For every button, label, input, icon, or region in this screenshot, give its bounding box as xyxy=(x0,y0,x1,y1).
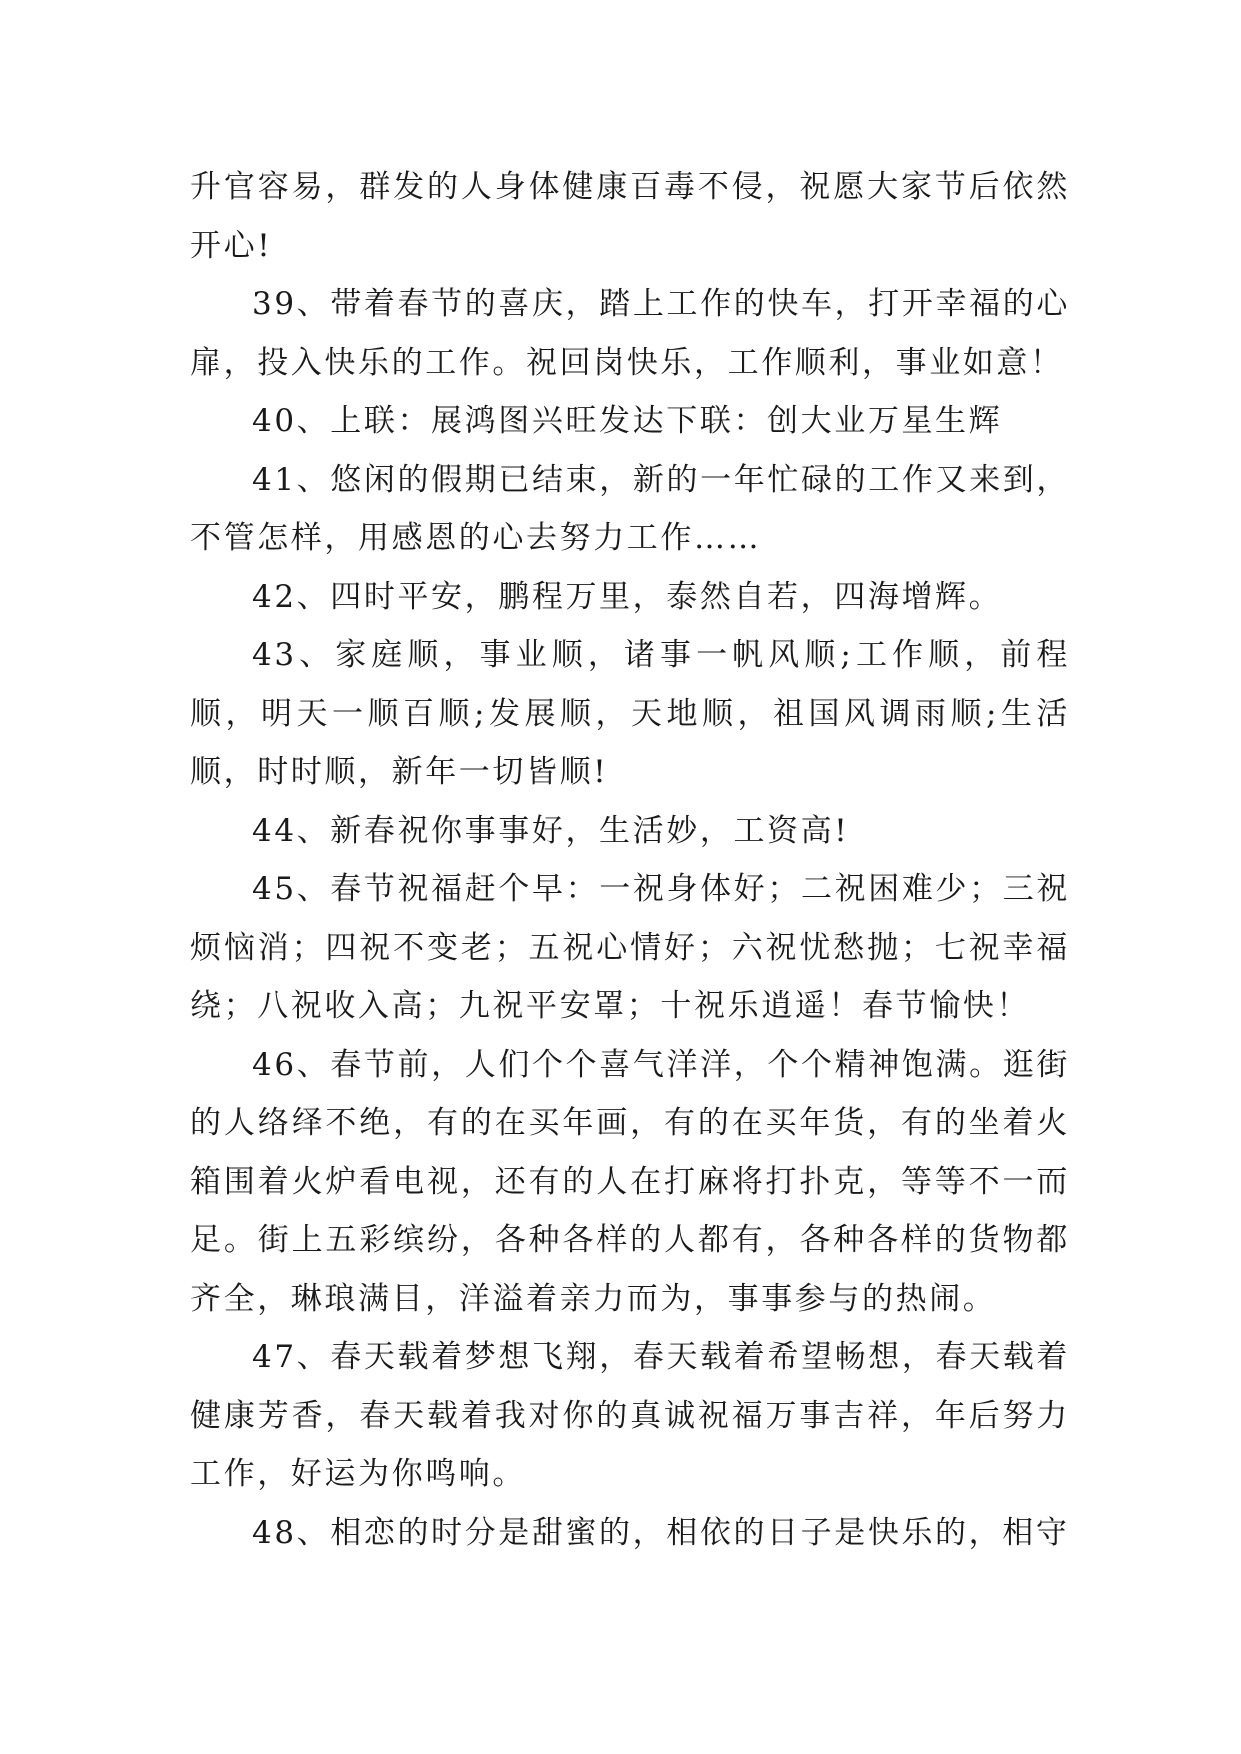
paragraph-39: 39、带着春节的喜庆，踏上工作的快车，打开幸福的心扉，投入快乐的工作。祝回岗快乐，工作顺利，事业如意！ xyxy=(190,286,1070,381)
paragraph-44: 44、新春祝你事事好，生活妙，工资高! xyxy=(252,812,850,849)
paragraph-42: 42、四时平安，鹏程万里，泰然自若，四海增辉。 xyxy=(252,578,1003,615)
document-body xyxy=(190,158,1070,1562)
paragraph-46: 46、春节前，人们个个喜气洋洋，个个精神饱满。逛街的人络绎不绝，有的在买年画，有的在买年货，有的坐着火箱围着火炉看电视，还有的人在打麻将打扑克，等等不一而足。街上五彩缤纷，各种各样的人都有，各种各样的货物都齐全，琳琅满目，洋溢着亲力而为，事事参与的热闹。 xyxy=(190,1046,1070,1317)
paragraph-continued: 升官容易，群发的人身体健康百毒不侵，祝愿大家节后依然开心! xyxy=(190,169,1070,264)
paragraph-41: 41、悠闲的假期已结束，新的一年忙碌的工作又来到，不管怎样，用感恩的心去努力工作…… xyxy=(190,461,1070,556)
paragraph-45: 45、春节祝福赶个早：一祝身体好；二祝困难少；三祝烦恼消；四祝不变老；五祝心情好；六祝忧愁抛；七祝幸福绕；八祝收入高；九祝平安罩；十祝乐逍遥！春节愉快！ xyxy=(190,871,1070,1024)
paragraph-40: 40、上联：展鸿图兴旺发达下联：创大业万星生辉 xyxy=(252,403,1003,439)
paragraph-48: 48、相恋的时分是甜蜜的，相依的日子是快乐的，相守 xyxy=(252,1514,1070,1551)
paragraph-47: 47、春天载着梦想飞翔，春天载着希望畅想，春天载着健康芳香，春天载着我对你的真诚祝福万事吉祥，年后努力工作，好运为你鸣响。 xyxy=(190,1339,1070,1492)
paragraph-43: 43、家庭顺，事业顺，诸事一帆风顺;工作顺，前程顺，明天一顺百顺;发展顺，天地顺，祖国风调雨顺;生活顺，时时顺，新年一切皆顺! xyxy=(190,637,1070,790)
